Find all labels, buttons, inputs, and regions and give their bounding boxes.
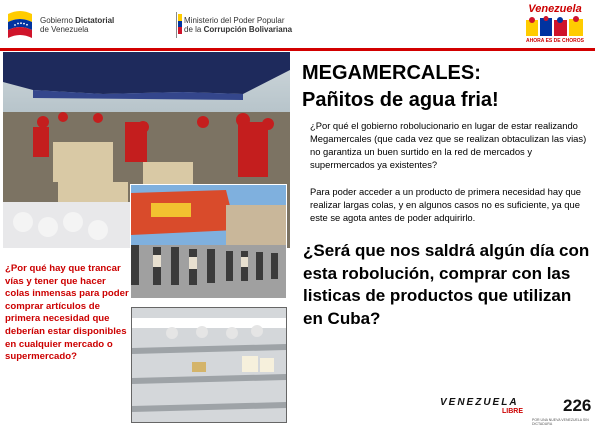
vl-tagline: POR UNA NUEVA VENEZUELA SIN DICTADURA: [532, 418, 589, 426]
ministry-line1: Ministerio del Poder Popular: [184, 16, 285, 25]
question-text: ¿Será que nos saldrá algún día con esta robolución, comprar con las listicas de productos que utilizan en Cuba?: [303, 241, 590, 328]
ministry-line2-prefix: de la: [184, 25, 204, 34]
empty-shelves-photo: [131, 307, 287, 423]
paragraph-colas: Para poder acceder a un producto de primera necesidad hay que realizar largas colas, y en algunos casos no es suficiente, ya que este se agota antes de poder adquirirlo.: [310, 186, 582, 223]
red-question-text: ¿Por qué hay que trancar vías y tener que hacer colas inmensas para poder comprar artículos de primera necesidad que deberían estar disponibles en cualquier mercado o supermercado?: [5, 263, 129, 363]
paragraph-megamercales: ¿Por qué el gobierno robolucionario en lugar de estar realizando Megamercales (que cada vez que se realizan obtaculizan las vias) no garantiza un buen surtido en la red de mercados y supermercados ya existentes?: [310, 120, 587, 170]
gov-line1-prefix: Gobierno: [40, 16, 76, 25]
vl-title: VENEZUELA: [440, 397, 519, 408]
government-label: [40, 16, 114, 34]
logo-title: Venezuela: [528, 3, 582, 15]
venezuela-libre-logo: [440, 396, 592, 426]
ministry-line2-bold: Corrupción Bolivariana: [203, 25, 293, 34]
headline-line1: MEGAMERCALES:: [302, 62, 481, 84]
queue-photo: [130, 184, 287, 299]
gov-line1-bold: Dictatorial: [75, 16, 115, 25]
header-divider: [176, 12, 177, 38]
header-red-bar: [0, 48, 595, 51]
coat-of-arms-icon: [178, 14, 182, 34]
logo-subtitle: AHORA ES DE CHOROS: [526, 38, 584, 44]
gov-line2: de Venezuela: [40, 25, 89, 34]
venezuela-logo: [520, 3, 590, 45]
header-banner: [0, 0, 595, 50]
venezuela-flag-icon: [6, 8, 34, 40]
ministry-label: [184, 16, 292, 34]
vl-libre: LIBRE: [502, 408, 523, 415]
headline: [302, 60, 592, 114]
headline-line2: Pañitos de agua fria!: [302, 89, 499, 111]
vl-number: 226: [563, 396, 592, 415]
people-figures-icon: [524, 16, 586, 38]
